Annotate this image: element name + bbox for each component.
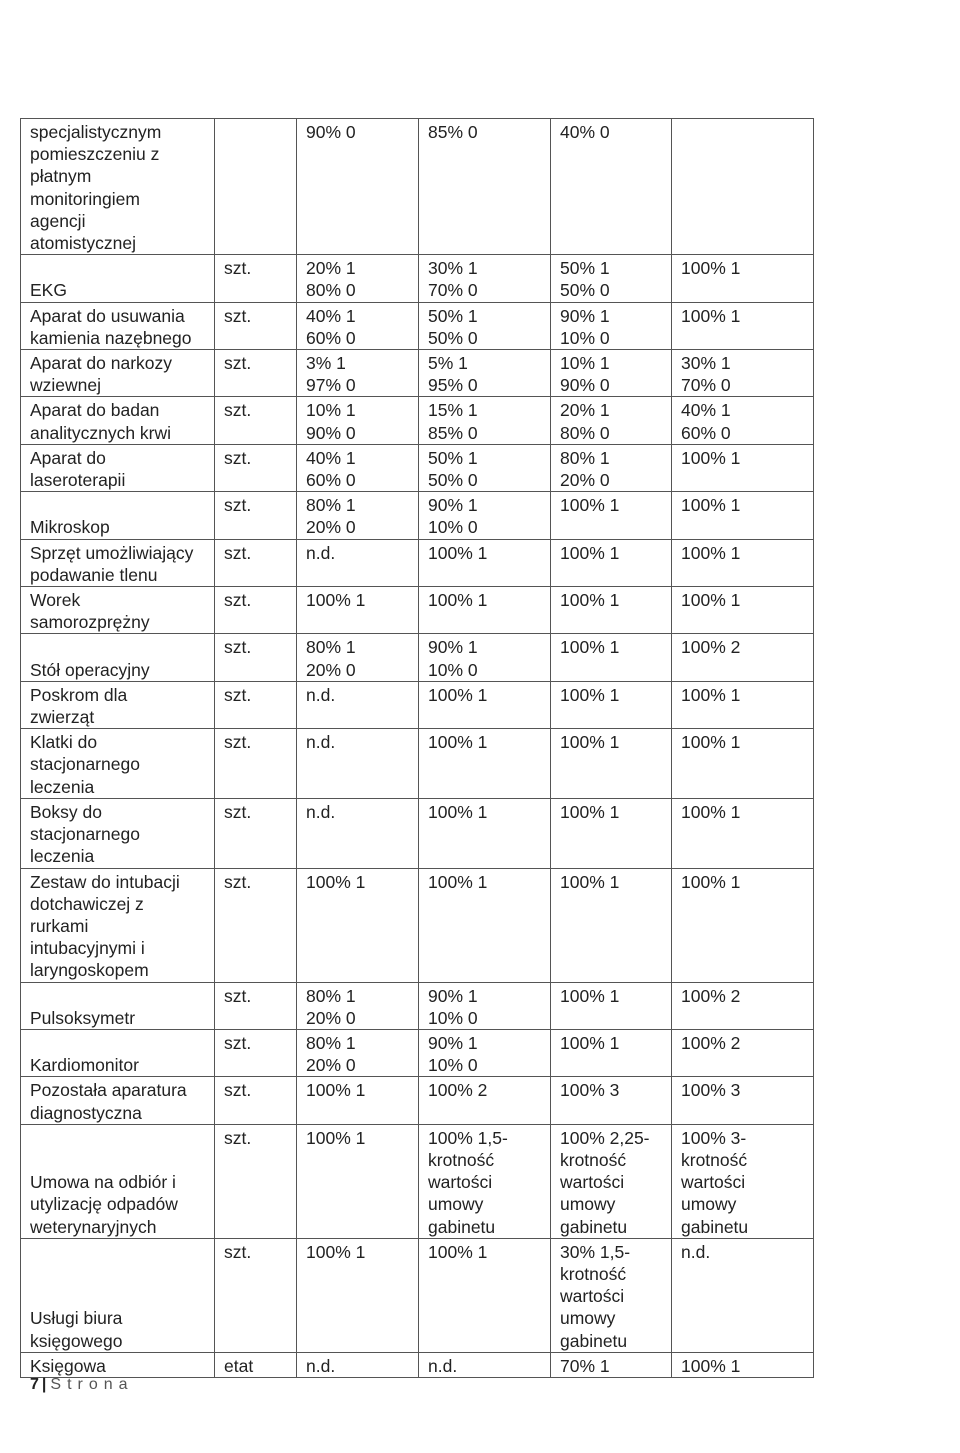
level-4-cell: 100% 1: [672, 587, 814, 634]
level-3-cell: 100% 1: [551, 539, 672, 586]
item-name-cell: Aparat do narkozy wziewnej: [21, 350, 215, 397]
item-name-cell: specjalistycznym pomieszczeniu z płatnym monitoringiem agencji atomistycznej: [21, 119, 215, 255]
unit-cell: szt.: [215, 982, 297, 1029]
table-row: [21, 492, 814, 539]
level-2-cell: 50% 1 50% 0: [419, 444, 551, 491]
level-3-cell: 100% 1: [551, 729, 672, 799]
level-4-cell: [672, 119, 814, 255]
level-1-cell: n.d.: [297, 539, 419, 586]
unit-cell: szt.: [215, 868, 297, 982]
item-name-cell: Zestaw do intubacji dotchawiczej z rurkami intubacyjnymi i laryngoskopem: [21, 868, 215, 982]
item-name-cell: Worek samorozprężny: [21, 587, 215, 634]
table-body: [21, 119, 814, 1378]
unit-cell: szt.: [215, 444, 297, 491]
level-4-cell: 100% 2: [672, 634, 814, 681]
level-4-cell: 100% 1: [672, 255, 814, 302]
table-row: [21, 1029, 814, 1076]
level-2-cell: 50% 1 50% 0: [419, 302, 551, 349]
unit-cell: szt.: [215, 729, 297, 799]
level-4-cell: 40% 1 60% 0: [672, 397, 814, 444]
level-1-cell: 80% 1 20% 0: [297, 634, 419, 681]
footer-separator: |: [41, 1376, 47, 1393]
level-4-cell: 100% 1: [672, 729, 814, 799]
item-name-cell: Księgowa: [21, 1352, 215, 1377]
item-name-cell: Usługi biura księgowego: [21, 1238, 215, 1352]
item-name-cell: Aparat do laseroterapii: [21, 444, 215, 491]
item-name-cell: Stół operacyjny: [21, 634, 215, 681]
table-row: [21, 1238, 814, 1352]
unit-cell: szt.: [215, 634, 297, 681]
level-2-cell: 90% 1 10% 0: [419, 1029, 551, 1076]
level-4-cell: 100% 1: [672, 302, 814, 349]
item-name-cell: Klatki do stacjonarnego leczenia: [21, 729, 215, 799]
unit-cell: szt.: [215, 350, 297, 397]
level-2-cell: 100% 1: [419, 681, 551, 728]
level-1-cell: 100% 1: [297, 868, 419, 982]
level-1-cell: n.d.: [297, 729, 419, 799]
level-3-cell: 100% 1: [551, 634, 672, 681]
table-row: [21, 681, 814, 728]
level-4-cell: 100% 1: [672, 444, 814, 491]
level-3-cell: 70% 1: [551, 1352, 672, 1377]
unit-cell: szt.: [215, 1124, 297, 1238]
level-1-cell: n.d.: [297, 798, 419, 868]
level-3-cell: 100% 1: [551, 681, 672, 728]
table-row: [21, 729, 814, 799]
level-3-cell: 100% 1: [551, 1029, 672, 1076]
level-3-cell: 30% 1,5- krotność wartości umowy gabinetu: [551, 1238, 672, 1352]
table-row: [21, 302, 814, 349]
level-3-cell: 80% 1 20% 0: [551, 444, 672, 491]
level-1-cell: 100% 1: [297, 1077, 419, 1124]
table-row: [21, 1124, 814, 1238]
level-4-cell: 100% 2: [672, 982, 814, 1029]
table-row: [21, 587, 814, 634]
item-name-cell: Mikroskop: [21, 492, 215, 539]
level-4-cell: 100% 3- krotność wartości umowy gabinetu: [672, 1124, 814, 1238]
level-2-cell: 85% 0: [419, 119, 551, 255]
level-1-cell: 10% 1 90% 0: [297, 397, 419, 444]
level-2-cell: 15% 1 85% 0: [419, 397, 551, 444]
table-row: [21, 119, 814, 255]
level-2-cell: 100% 1,5- krotność wartości umowy gabinetu: [419, 1124, 551, 1238]
item-name-cell: Pulsoksymetr: [21, 982, 215, 1029]
item-name-cell: Sprzęt umożliwiający podawanie tlenu: [21, 539, 215, 586]
level-2-cell: 90% 1 10% 0: [419, 492, 551, 539]
item-name-cell: Umowa na odbiór i utylizację odpadów weterynaryjnych: [21, 1124, 215, 1238]
level-3-cell: 100% 1: [551, 492, 672, 539]
requirements-table: [20, 118, 814, 1378]
table-row: [21, 798, 814, 868]
level-1-cell: 80% 1 20% 0: [297, 492, 419, 539]
item-name-cell: Poskrom dla zwierząt: [21, 681, 215, 728]
level-3-cell: 100% 1: [551, 798, 672, 868]
level-4-cell: 100% 2: [672, 1029, 814, 1076]
level-4-cell: 100% 1: [672, 798, 814, 868]
level-2-cell: n.d.: [419, 1352, 551, 1377]
level-2-cell: 90% 1 10% 0: [419, 982, 551, 1029]
level-2-cell: 5% 1 95% 0: [419, 350, 551, 397]
level-1-cell: 3% 1 97% 0: [297, 350, 419, 397]
table-row: [21, 350, 814, 397]
page-number: 7: [30, 1376, 39, 1393]
level-1-cell: 40% 1 60% 0: [297, 444, 419, 491]
level-3-cell: 100% 2,25- krotność wartości umowy gabinetu: [551, 1124, 672, 1238]
level-3-cell: 100% 3: [551, 1077, 672, 1124]
level-4-cell: 100% 1: [672, 1352, 814, 1377]
level-3-cell: 90% 1 10% 0: [551, 302, 672, 349]
level-1-cell: 100% 1: [297, 1124, 419, 1238]
level-3-cell: 20% 1 80% 0: [551, 397, 672, 444]
level-3-cell: 40% 0: [551, 119, 672, 255]
item-name-cell: Aparat do usuwania kamienia nazębnego: [21, 302, 215, 349]
level-4-cell: 100% 1: [672, 681, 814, 728]
unit-cell: szt.: [215, 1077, 297, 1124]
level-1-cell: 100% 1: [297, 587, 419, 634]
item-name-cell: Boksy do stacjonarnego leczenia: [21, 798, 215, 868]
table-row: [21, 634, 814, 681]
level-3-cell: 10% 1 90% 0: [551, 350, 672, 397]
level-3-cell: 50% 1 50% 0: [551, 255, 672, 302]
unit-cell: szt.: [215, 492, 297, 539]
unit-cell: szt.: [215, 681, 297, 728]
level-2-cell: 100% 1: [419, 729, 551, 799]
item-name-cell: Aparat do badan analitycznych krwi: [21, 397, 215, 444]
table-row: [21, 982, 814, 1029]
level-2-cell: 100% 1: [419, 1238, 551, 1352]
item-name-cell: EKG: [21, 255, 215, 302]
unit-cell: szt.: [215, 255, 297, 302]
table-row: [21, 1352, 814, 1377]
table-row: [21, 255, 814, 302]
unit-cell: szt.: [215, 587, 297, 634]
level-2-cell: 100% 1: [419, 798, 551, 868]
level-3-cell: 100% 1: [551, 868, 672, 982]
level-4-cell: 100% 1: [672, 492, 814, 539]
level-1-cell: n.d.: [297, 681, 419, 728]
table-row: [21, 539, 814, 586]
level-4-cell: 100% 1: [672, 539, 814, 586]
page-footer: [30, 1376, 134, 1394]
level-2-cell: 100% 1: [419, 868, 551, 982]
level-2-cell: 100% 2: [419, 1077, 551, 1124]
table-row: [21, 1077, 814, 1124]
level-1-cell: 80% 1 20% 0: [297, 1029, 419, 1076]
level-2-cell: 100% 1: [419, 539, 551, 586]
unit-cell: szt.: [215, 397, 297, 444]
footer-label: Strona: [50, 1376, 134, 1393]
level-4-cell: n.d.: [672, 1238, 814, 1352]
unit-cell: szt.: [215, 798, 297, 868]
level-1-cell: 80% 1 20% 0: [297, 982, 419, 1029]
unit-cell: szt.: [215, 1238, 297, 1352]
level-3-cell: 100% 1: [551, 587, 672, 634]
level-4-cell: 30% 1 70% 0: [672, 350, 814, 397]
level-1-cell: n.d.: [297, 1352, 419, 1377]
unit-cell: [215, 119, 297, 255]
level-1-cell: 20% 1 80% 0: [297, 255, 419, 302]
level-1-cell: 100% 1: [297, 1238, 419, 1352]
unit-cell: szt.: [215, 1029, 297, 1076]
item-name-cell: Pozostała aparatura diagnostyczna: [21, 1077, 215, 1124]
level-2-cell: 100% 1: [419, 587, 551, 634]
level-1-cell: 40% 1 60% 0: [297, 302, 419, 349]
unit-cell: szt.: [215, 539, 297, 586]
unit-cell: etat: [215, 1352, 297, 1377]
level-4-cell: 100% 3: [672, 1077, 814, 1124]
item-name-cell: Kardiomonitor: [21, 1029, 215, 1076]
level-3-cell: 100% 1: [551, 982, 672, 1029]
level-1-cell: 90% 0: [297, 119, 419, 255]
table-row: [21, 868, 814, 982]
table-row: [21, 444, 814, 491]
level-4-cell: 100% 1: [672, 868, 814, 982]
unit-cell: szt.: [215, 302, 297, 349]
level-2-cell: 90% 1 10% 0: [419, 634, 551, 681]
table-row: [21, 397, 814, 444]
level-2-cell: 30% 1 70% 0: [419, 255, 551, 302]
